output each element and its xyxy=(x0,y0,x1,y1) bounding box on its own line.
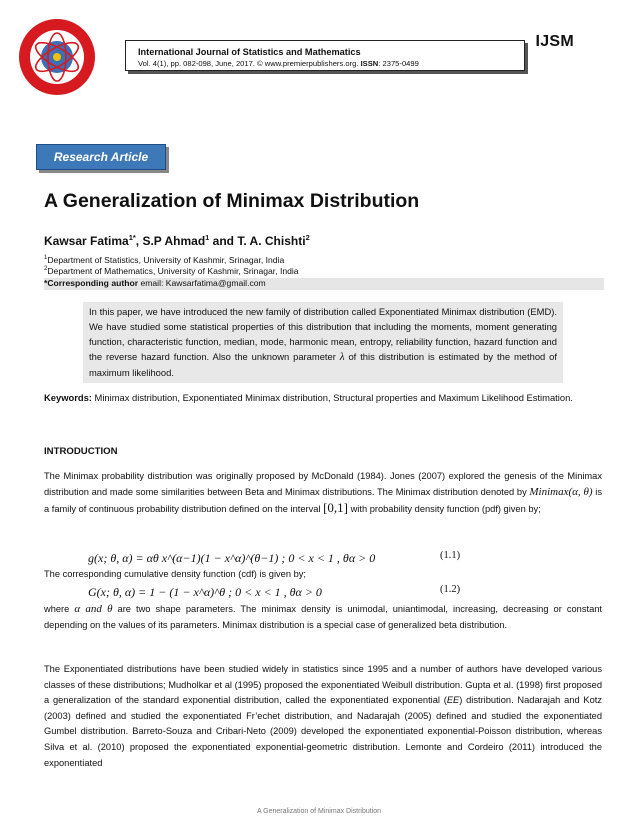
paragraph-text: The Minimax probability distribution was originally proposed by McDonald (1984). Jones (2007) explored the genesis of the Minimax distribution and made some similarities between Beta and Minimax distributions. The Minimax distribution denoted by xyxy=(44,471,602,497)
paragraph-text: ) distribution. Nadarajah and Kotz (2003) defined and studied the exponentiated Fr’echet distribution, and Nadarajah (2005) defined and studied the exponentiated Gumbel distribution. Barreto-Souza and Cribari-Neto (2009) developed the exponentiated exponential-Poisson distribution, whereas Silva et al. (2010) proposed the exponentiated exponential-geometric distribution. Lemonte and Cordeiro (2011) introduced the exponentiated xyxy=(44,695,602,768)
article-type-badge: Research Article xyxy=(36,144,166,170)
keywords xyxy=(44,390,596,405)
author-list xyxy=(44,233,310,248)
paper-title: A Generalization of Minimax Distribution xyxy=(44,190,420,212)
abstract-text-end: of this distribution is estimated by the method of maximum likelihood. xyxy=(89,351,557,378)
abstract-text: In this paper, we have introduced the new family of distribution called Exponentiated Minimax distribution (EMD). We have studied some statistical properties of this distribution that including the moments, moment generating function, characteristic function, median, mode, harmonic mean, entropy, reliability function, hazard function and the reverse hazard function. Also the unknown parameter xyxy=(89,306,557,362)
paragraph-text: is a family of continuous probability distribution defined on the interval xyxy=(44,486,602,515)
inline-math: α and θ xyxy=(74,603,113,615)
equation-number: (1.2) xyxy=(440,584,461,595)
paragraph-text: The Exponentiated distributions have been studied widely in statistics since 1995 and a number of authors have developed various classes of these distributions; Mudholkar et al (1995) proposed the exponentiated Weibull distribution. Gupta et al. (1998) first proposed a generalization of the standard exponential distribution, called the exponentiated exponential ( xyxy=(44,664,602,706)
keywords-text: Minimax distribution, Exponentiated Minimax distribution, Structural properties and Maximum Likelihood Estimation. xyxy=(91,392,573,403)
section-heading: INTRODUCTION xyxy=(44,446,118,457)
author-name: Kawsar Fatima xyxy=(44,234,129,248)
cdf-intro-line: The corresponding cumulative density function (cdf) is given by; xyxy=(44,569,306,579)
equation-text: g(x; θ, α) = αθ x^(α−1)(1 − x^α)^(θ−1) ; 0 < x < 1 , θα > 0 xyxy=(88,551,376,565)
page-footer: A Generalization of Minimax Distribution xyxy=(256,808,382,815)
journal-header-box xyxy=(125,40,525,71)
publisher-logo xyxy=(18,18,96,96)
issn-label: ISSN xyxy=(360,59,379,68)
equation-text: G(x; θ, α) = 1 − (1 − x^α)^θ ; 0 < x < 1 , θα > 0 xyxy=(88,585,322,599)
affiliation-sup: 1 xyxy=(44,255,48,262)
paragraph-text-italic: EE xyxy=(446,695,460,706)
journal-name: International Journal of Statistics and Mathematics xyxy=(138,47,361,57)
equation-number: (1.1) xyxy=(440,550,461,561)
paragraph-text: are two shape parameters. The minimax density is unimodal, uniantimodal, increasing, decreasing or constant depending on the values of its parameters. Minimax distribution is a special case of generalized beta distribution. xyxy=(44,604,603,630)
intro-paragraph-1 xyxy=(44,469,602,518)
corresponding-author xyxy=(44,278,266,288)
inline-math: [0,1] xyxy=(323,500,348,516)
corresponding-label: *Corresponding author xyxy=(44,278,139,288)
author-name: and T. A. Chishti xyxy=(209,234,306,248)
author-sup: 2 xyxy=(305,233,310,242)
affiliation xyxy=(44,255,284,265)
equation-pdf xyxy=(88,551,375,566)
inline-math: Minimax(α, θ) xyxy=(529,485,593,498)
intro-paragraph-3 xyxy=(44,662,602,771)
paragraph-text: with probability density function (pdf) given by; xyxy=(348,504,541,515)
author-name: , S.P Ahmad xyxy=(135,234,206,248)
abstract-box xyxy=(83,302,563,383)
journal-volume-info xyxy=(138,59,516,68)
paragraph-text: where xyxy=(44,604,75,614)
journal-abbrev-badge: IJSM xyxy=(535,33,574,50)
corresponding-email: email: Kawsarfatima@gmail.com xyxy=(138,278,266,288)
issn-value: : 2375-0499 xyxy=(378,59,419,68)
intro-paragraph-2 xyxy=(44,602,602,633)
lambda-symbol: λ xyxy=(339,351,345,363)
equation-cdf xyxy=(88,585,322,600)
keywords-label: Keywords: xyxy=(44,392,92,403)
author-sup: 1 xyxy=(205,233,210,242)
affiliation-text: Department of Statistics, University of Kashmir, Srinagar, India xyxy=(47,255,285,265)
volume-text: Vol. 4(1), pp. 082-098, June, 2017. © www.premierpublishers.org. xyxy=(138,59,361,68)
affiliation-text: Department of Mathematics, University of Kashmir, Srinagar, India xyxy=(47,266,299,276)
author-sup: 1* xyxy=(128,233,136,242)
affiliation-sup: 2 xyxy=(44,266,48,273)
affiliation xyxy=(44,266,299,276)
